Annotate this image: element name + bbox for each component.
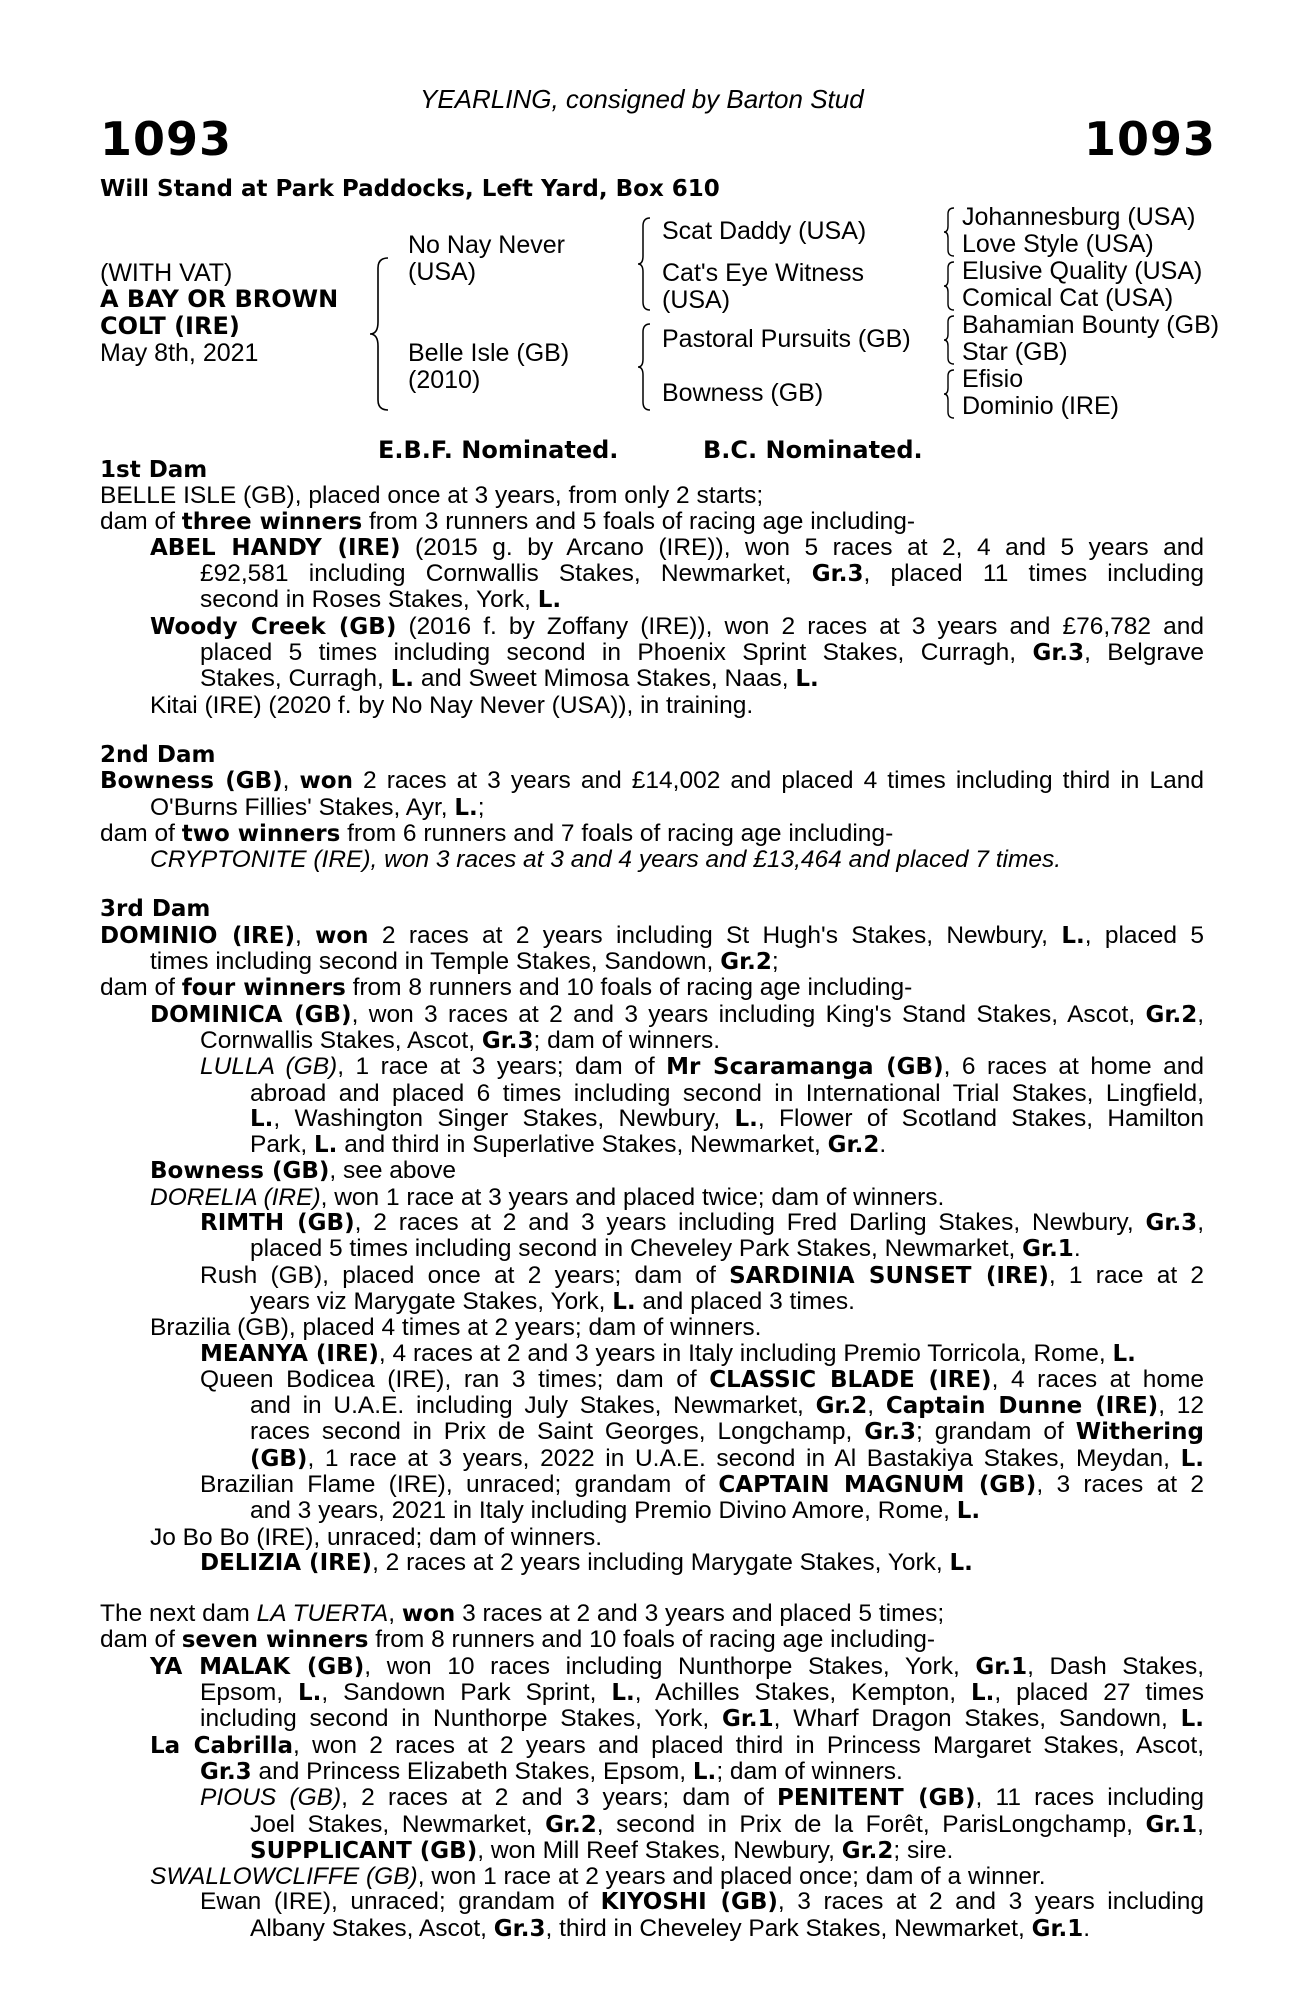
pedigree-brace-gg4 [942, 368, 956, 420]
body-line: PIOUS (GB), 2 races at 2 and 3 years; dam of PENITENT (GB), 11 races including [200, 1784, 1205, 1812]
pedigree-notes [100, 458, 1204, 1942]
body-line: Jo Bo Bo (IRE), unraced; dam of winners. [150, 1523, 603, 1551]
body-line: (GB), 1 race at 3 years, 2022 in U.A.E. second in Al Bastakiya Stakes, Meydan, L. [250, 1444, 1204, 1472]
body-line: RIMTH (GB), 2 races at 2 and 3 years including Fred Darling Stakes, Newbury, Gr.3, [200, 1209, 1204, 1237]
third-dam-heading: 3rd Dam [100, 896, 211, 923]
body-line: SUPPLICANT (GB), won Mill Reef Stakes, Newbury, Gr.2; sire. [250, 1836, 954, 1864]
body-line: dam of seven winners from 8 runners and 10 foals of racing age including- [100, 1626, 936, 1654]
body-line: Gr.3 and Princess Elizabeth Stakes, Epsom, L.; dam of winners. [200, 1757, 903, 1785]
body-line: dam of four winners from 8 runners and 10 foals of racing age including- [100, 974, 913, 1002]
body-line: dam of two winners from 6 runners and 7 foals of racing age including- [100, 819, 894, 847]
body-line: and 3 years, 2021 in Italy including Premio Divino Amore, Rome, L. [250, 1497, 981, 1525]
consignor-subtitle: YEARLING, consigned by Barton Stud [420, 84, 864, 114]
sire-dam-origin: (USA) [662, 286, 731, 314]
body-line: Ewan (IRE), unraced; grandam of KIYOSHI (GB), 3 races at 2 and 3 years including [200, 1888, 1204, 1916]
body-line: Bowness (GB), won 2 races at 3 years and £14,002 and placed 4 times including third in Land [100, 767, 1204, 795]
body-line: years viz Marygate Stakes, York, L. and placed 3 times. [250, 1287, 855, 1315]
body-line: times including second in Temple Stakes, Sandown, Gr.2; [150, 948, 779, 976]
ancestor-1: Johannesburg (USA) [962, 203, 1196, 231]
body-line: ABEL HANDY (IRE) (2015 g. by Arcano (IRE)), won 5 races at 2, 4 and 5 years and [150, 533, 1204, 561]
body-line: Cornwallis Stakes, Ascot, Gr.3; dam of winners. [200, 1026, 721, 1054]
sire-dam: Cat's Eye Witness [662, 259, 865, 287]
dam-dam: Bowness (GB) [662, 379, 824, 407]
body-line: DOMINICA (GB), won 3 races at 2 and 3 years including King's Stand Stakes, Ascot, Gr.2, [150, 1000, 1205, 1028]
body-line: Stakes, Curragh, L. and Sweet Mimosa Stakes, Naas, L. [200, 665, 819, 693]
spacer [100, 1576, 1204, 1601]
pedigree-brace-gg3 [942, 314, 956, 366]
ancestor-2: Love Style (USA) [962, 230, 1154, 258]
body-line: L., Washington Singer Stakes, Newbury, L., Flower of Scotland Stakes, Hamilton [250, 1104, 1205, 1132]
lot-number-right: 1093 [1084, 112, 1217, 166]
body-line: Brazilian Flame (IRE), unraced; grandam of CAPTAIN MAGNUM (GB), 3 races at 2 [200, 1470, 1204, 1498]
foaling-date: May 8th, 2021 [100, 339, 259, 367]
pedigree-brace-dam [636, 322, 652, 412]
horse-description: A BAY OR BROWN [100, 285, 339, 313]
body-line: Albany Stakes, Ascot, Gr.3, third in Cheveley Park Stakes, Newmarket, Gr.1. [250, 1914, 1091, 1942]
ancestor-7: Efisio [962, 365, 1024, 393]
body-line: The next dam LA TUERTA, won 3 races at 2 and 3 years and placed 5 times; [100, 1600, 945, 1628]
body-line: DELIZIA (IRE), 2 races at 2 years including Marygate Stakes, York, L. [200, 1548, 973, 1576]
ancestor-8: Dominio (IRE) [962, 392, 1119, 420]
body-line: LULLA (GB), 1 race at 3 years; dam of Mr Scaramanga (GB), 6 races at home and [200, 1053, 1205, 1081]
body-line: SWALLOWCLIFFE (GB), won 1 race at 2 years and placed once; dam of a winner. [150, 1863, 1046, 1891]
pedigree-brace-gg2 [942, 260, 956, 312]
ancestor-6: Star (GB) [962, 338, 1068, 366]
lot-number-left: 1093 [100, 112, 233, 166]
body-line: and in U.A.E. including July Stakes, Newmarket, Gr.2, Captain Dunne (IRE), 12 [250, 1392, 1205, 1420]
sire-origin: (USA) [408, 258, 477, 286]
body-line: DORELIA (IRE), won 1 race at 3 years and placed twice; dam of winners. [150, 1183, 945, 1211]
body-line: placed 5 times including second in Phoenix Sprint Stakes, Curragh, Gr.3, Belgrave [200, 639, 1205, 667]
pedigree-brace-gg1 [942, 206, 956, 258]
dam-year: (2010) [408, 366, 481, 394]
sire-name: No Nay Never [408, 231, 565, 259]
ancestor-3: Elusive Quality (USA) [962, 257, 1203, 285]
pedigree-brace-main [368, 256, 390, 412]
body-line: dam of three winners from 3 runners and 5 foals of racing age including- [100, 507, 916, 535]
body-line: MEANYA (IRE), 4 races at 2 and 3 years in Italy including Premio Torricola, Rome, L. [200, 1339, 1136, 1367]
body-line: O'Burns Fillies' Stakes, Ayr, L.; [150, 793, 485, 821]
second-dam-heading: 2nd Dam [100, 741, 216, 768]
spacer [100, 872, 1204, 897]
body-line: Rush (GB), placed once at 2 years; dam of SARDINIA SUNSET (IRE), 1 race at 2 [200, 1261, 1205, 1289]
body-line: including second in Nunthorpe Stakes, York, Gr.1, Wharf Dragon Stakes, Sandown, L. [200, 1705, 1204, 1733]
body-line: Woody Creek (GB) (2016 f. by Zoffany (IRE)), won 2 races at 3 years and £76,782 and [150, 612, 1204, 640]
bc-nomination: B.C. Nominated. [703, 436, 923, 464]
body-line: CRYPTONITE (IRE), won 3 races at 3 and 4 years and £13,464 and placed 7 times. [150, 846, 1062, 874]
body-line: Kitai (IRE) (2020 f. by No Nay Never (USA)), in training. [150, 691, 754, 719]
body-line: Epsom, L., Sandown Park Sprint, L., Achilles Stakes, Kempton, L., placed 27 times [200, 1679, 1204, 1707]
body-line: races second in Prix de Saint Georges, Longchamp, Gr.3; grandam of Withering [250, 1418, 1204, 1446]
ebf-nomination: E.B.F. Nominated. [378, 436, 619, 464]
ancestor-5: Bahamian Bounty (GB) [962, 311, 1220, 339]
body-line: DOMINIO (IRE), won 2 races at 2 years including St Hugh's Stakes, Newbury, L., placed 5 [100, 921, 1205, 949]
body-line: Park, L. and third in Superlative Stakes, Newmarket, Gr.2. [250, 1131, 887, 1159]
dam-sire: Pastoral Pursuits (GB) [662, 325, 911, 353]
body-line: Joel Stakes, Newmarket, Gr.2, second in Prix de la Forêt, ParisLongchamp, Gr.1, [250, 1810, 1204, 1838]
body-line: second in Roses Stakes, York, L. [200, 586, 562, 614]
stand-location: Will Stand at Park Paddocks, Left Yard, Box 610 [100, 176, 720, 202]
dam-name: Belle Isle (GB) [408, 339, 570, 367]
body-line: £92,581 including Cornwallis Stakes, Newmarket, Gr.3, placed 11 times including [200, 560, 1204, 588]
body-line: Brazilia (GB), placed 4 times at 2 years; dam of winners. [150, 1314, 762, 1342]
ancestor-4: Comical Cat (USA) [962, 284, 1174, 312]
pedigree-brace-sire [636, 216, 652, 312]
spacer [100, 718, 1204, 743]
body-line: BELLE ISLE (GB), placed once at 3 years, from only 2 starts; [100, 482, 764, 510]
first-dam-heading: 1st Dam [100, 457, 208, 483]
body-line: placed 5 times including second in Cheveley Park Stakes, Newmarket, Gr.1. [250, 1235, 1081, 1263]
body-line: Bowness (GB), see above [150, 1157, 457, 1185]
vat-note: (WITH VAT) [100, 259, 233, 287]
sire-sire: Scat Daddy (USA) [662, 217, 867, 245]
body-line: La Cabrilla, won 2 races at 2 years and placed third in Princess Margaret Stakes, Ascot, [150, 1731, 1204, 1759]
horse-description-2: COLT (IRE) [100, 312, 240, 340]
body-line: Queen Bodicea (IRE), ran 3 times; dam of CLASSIC BLADE (IRE), 4 races at home [200, 1365, 1204, 1393]
body-line: abroad and placed 6 times including second in International Trial Stakes, Lingfield, [250, 1079, 1204, 1107]
body-line: YA MALAK (GB), won 10 races including Nunthorpe Stakes, York, Gr.1, Dash Stakes, [150, 1652, 1205, 1680]
